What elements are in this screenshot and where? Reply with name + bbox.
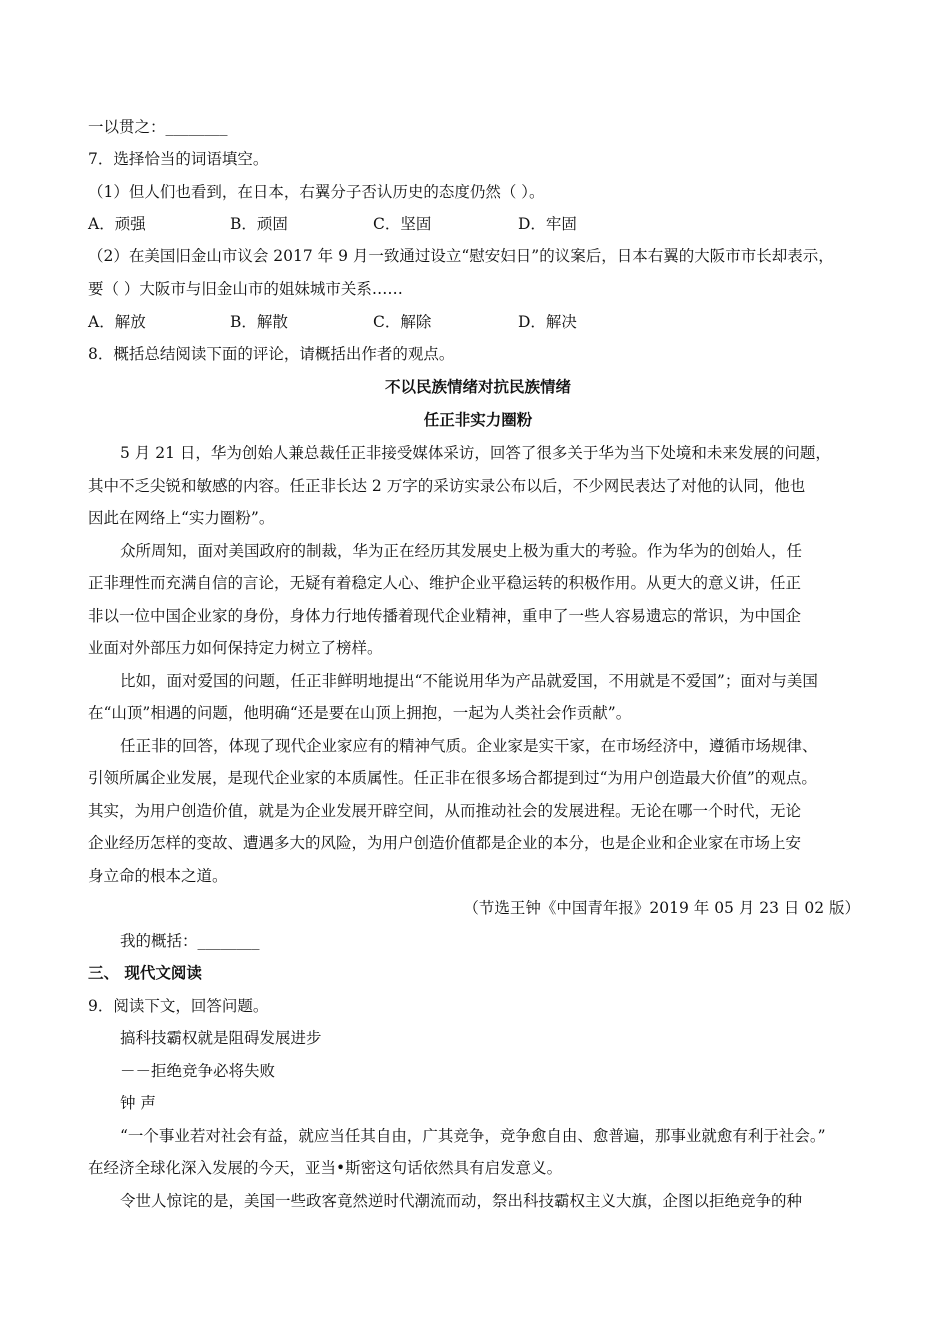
paragraph-1-line-1: 5 月 21 日，华为创始人兼总裁任正非接受媒体采访，回答了很多关于华为当下处境和未来发展的问题， — [120, 444, 831, 462]
option-c: C．解除 — [373, 313, 432, 331]
question-7-part-2-line-1: （2）在美国旧金山市议会 2017 年 9 月一致通过设立“慰安妇日”的议案后，日本右翼的大阪市市长却表示， — [88, 247, 834, 265]
option-d: D．牢固 — [518, 215, 577, 233]
paragraph-2-line-1: 众所周知，面对美国政府的制裁，华为正在经历其发展史上极为重大的考验。作为华为的创始人，任 — [120, 542, 803, 560]
question-7-part-2-line-2: 要（ ）大阪市与旧金山市的姐妹城市关系…… — [88, 280, 403, 298]
paragraph-4-line-2: 引领所属企业发展，是现代企业家的本质属性。任正非在很多场合都提到过“为用户创造最大价值”的观点。 — [88, 769, 817, 787]
option-c: C．坚固 — [373, 215, 432, 233]
paragraph-5-line-2: 在经济全球化深入发展的今天，亚当•斯密这句话依然具有启发意义。 — [88, 1159, 563, 1177]
option-a: A．解放 — [88, 313, 146, 331]
answer-line-yiyiguanzhi: 一以贯之：________ — [88, 118, 228, 136]
question-7-stem: 7．选择恰当的词语填空。 — [88, 150, 269, 168]
paragraph-3-line-2: 在“山顶”相遇的问题，他明确“还是要在山顶上拥抱，一起为人类社会作贡献”。 — [88, 704, 632, 722]
paragraph-1-line-2: 其中不乏尖锐和敏感的内容。任正非长达 2 万字的采访实录公布以后，不少网民表达了对他的认同，他也 — [88, 477, 806, 495]
passage-subtitle: －－拒绝竞争必将失败 — [120, 1062, 276, 1080]
my-summary-answer-line: 我的概括：________ — [120, 932, 260, 950]
option-a: A．顽强 — [88, 215, 146, 233]
article-source: （节选王钟《中国青年报》2019 年 05 月 23 日 02 版） — [463, 899, 860, 917]
passage-author: 钟 声 — [120, 1094, 156, 1112]
paragraph-3-line-1: 比如，面对爱国的问题，任正非鲜明地提出“不能说用华为产品就爱国，不用就是不爱国”；面对与美国 — [120, 672, 818, 690]
question-7-part-1: （1）但人们也看到，在日本，右翼分子否认历史的态度仍然（ ）。 — [88, 183, 545, 201]
question-9-stem: 9．阅读下文，回答问题。 — [88, 997, 269, 1015]
paragraph-2-line-2: 正非理性而充满自信的言论，无疑有着稳定人心、维护企业平稳运转的积极作用。从更大的意义讲，任正 — [88, 574, 802, 592]
paragraph-2-line-3: 非以一位中国企业家的身份，身体力行地传播着现代企业精神，重申了一些人容易遗忘的常识，为中国企 — [88, 607, 802, 625]
question-8-stem: 8．概括总结阅读下面的评论，请概括出作者的观点。 — [88, 345, 455, 363]
option-b: B．顽固 — [230, 215, 288, 233]
article-subtitle: 任正非实力圈粉 — [423, 411, 533, 429]
option-b: B．解散 — [230, 313, 288, 331]
paragraph-4-line-3: 其实，为用户创造价值，就是为企业发展开辟空间，从而推动社会的发展进程。无论在哪一个时代，无论 — [88, 802, 802, 820]
paragraph-5-line-1: “一个事业若对社会有益，就应当任其自由，广其竞争，竞争愈自由、愈普遍，那事业就愈有利于社会。” — [120, 1127, 826, 1145]
paragraph-4-line-5: 身立命的根本之道。 — [88, 867, 228, 885]
passage-title: 搞科技霸权就是阻碍发展进步 — [120, 1029, 322, 1047]
article-title: 不以民族情绪对抗民族情绪 — [384, 378, 571, 396]
paragraph-2-line-4: 业面对外部压力如何保持定力树立了榜样。 — [88, 639, 383, 657]
paragraph-6-line-1: 令世人惊诧的是，美国一些政客竟然逆时代潮流而动，祭出科技霸权主义大旗，企图以拒绝竞争的种 — [120, 1192, 803, 1210]
section-3-heading: 三、 现代文阅读 — [88, 964, 202, 982]
paragraph-1-line-3: 因此在网络上“实力圈粉”。 — [88, 509, 275, 527]
option-d: D．解决 — [518, 313, 577, 331]
paragraph-4-line-1: 任正非的回答，体现了现代企业家应有的精神气质。企业家是实干家，在市场经济中，遵循市场规律、 — [120, 737, 818, 755]
paragraph-4-line-4: 企业经历怎样的变故、遭遇多大的风险，为用户创造价值都是企业的本分，也是企业和企业家在市场上安 — [88, 834, 802, 852]
